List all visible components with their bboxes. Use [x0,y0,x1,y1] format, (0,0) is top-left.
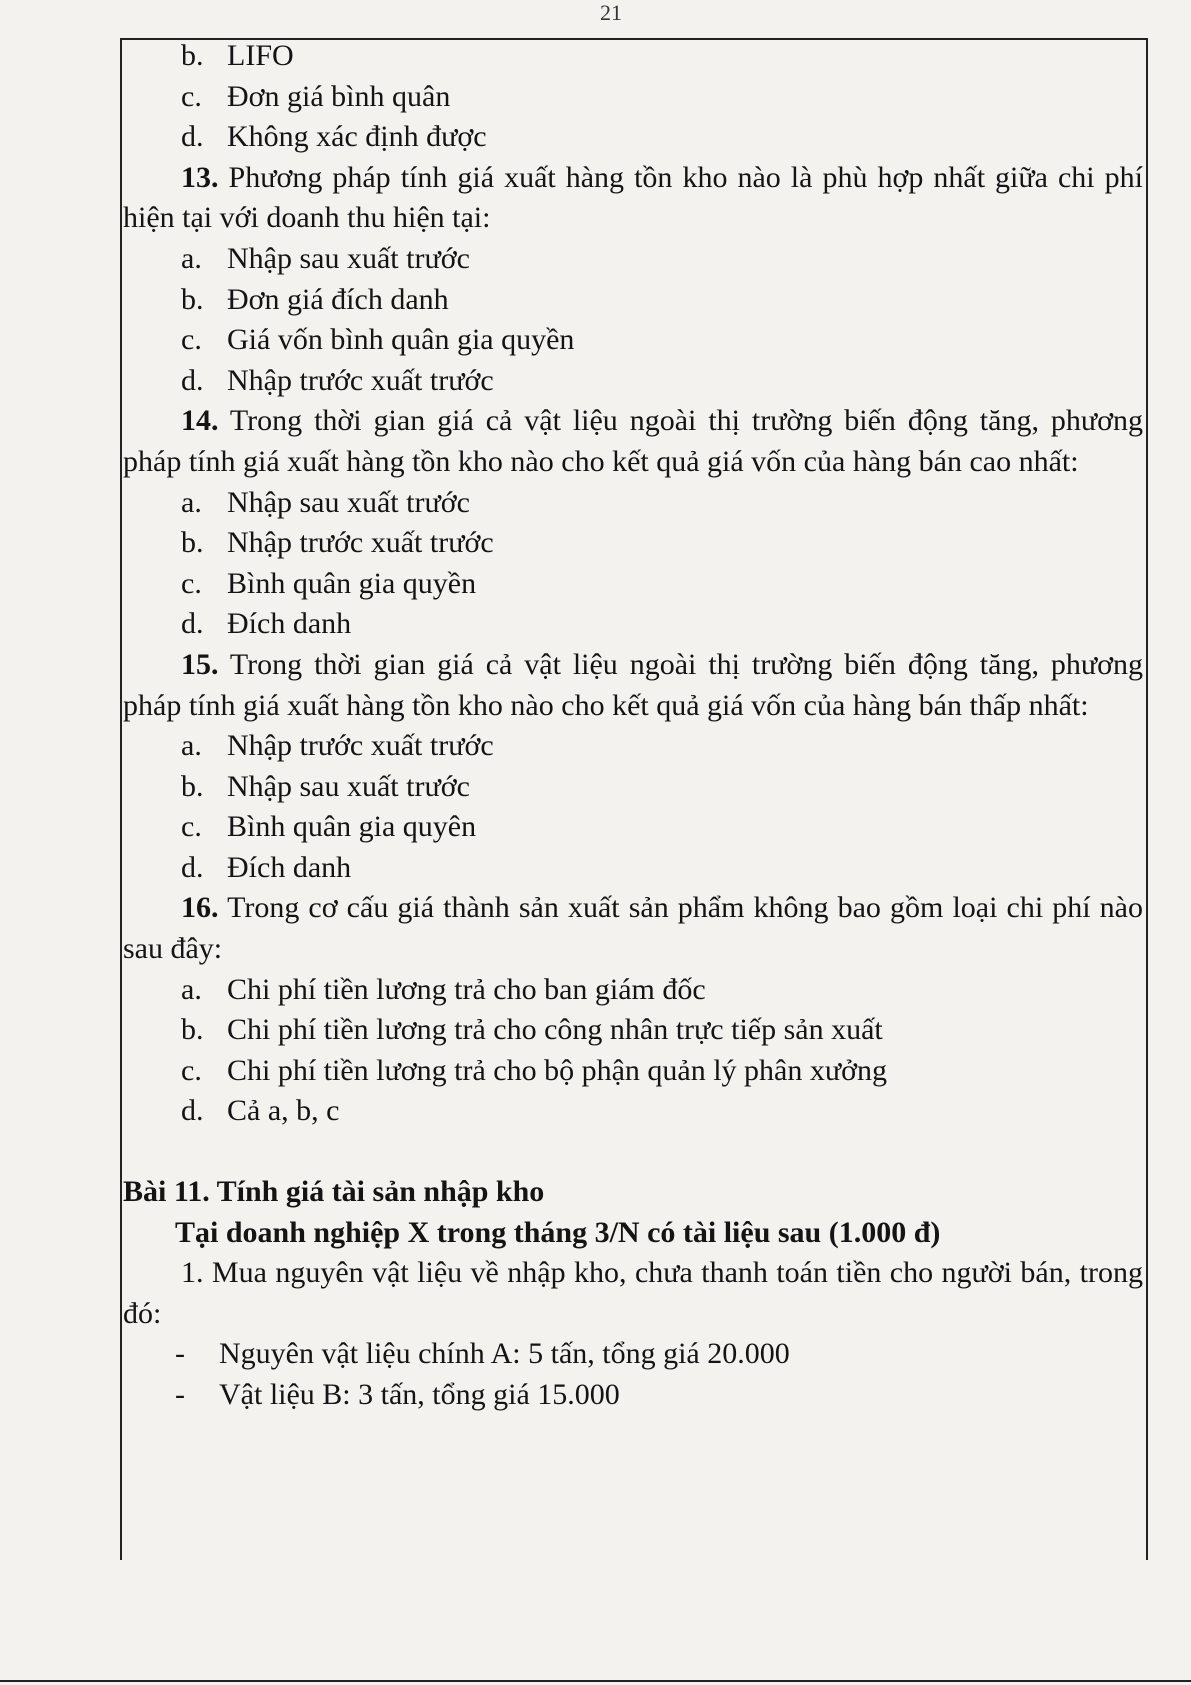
q16-option-b: b. Chi phí tiền lương trả cho công nhân trực tiếp sản xuất [181,1013,883,1047]
q13-option-a: a. Nhập sau xuất trước [181,241,470,275]
q13-option-b: b. Đơn giá đích danh [181,282,449,316]
q16-option-c: c. Chi phí tiền lương trả cho bộ phận quản lý phân xưởng [181,1053,887,1087]
q12-option-c: c. Đơn giá bình quân [181,79,451,113]
exercise-bullet: - Vật liệu B: 3 tấn, tổng giá 15.000 [175,1378,620,1411]
exercise-bullet: - Nguyên vật liệu chính A: 5 tấn, tổng giá 20.000 [175,1337,790,1371]
exercise-subtitle: Tại doanh nghiệp X trong tháng 3/N có tài liệu sau (1.000 đ) [175,1215,941,1249]
q14-option-c: c. Bình quân gia quyền [181,566,477,600]
question-16: 16. Trong cơ cấu giá thành sản xuất sản phẩm không bao gồm loại chi phí nào sau đây: [123,891,1143,966]
q12-option-d: d. Không xác định được [181,120,487,154]
bottom-rule [0,1680,1191,1682]
q16-option-a: a. Chi phí tiền lương trả cho ban giám đốc [181,972,706,1006]
q16-option-d: d. Cả a, b, c [181,1094,340,1128]
q13-option-c: c. Giá vốn bình quân gia quyền [181,323,575,357]
q14-option-b: b. Nhập trước xuất trước [181,526,494,560]
q12-option-b: b. LIFO [181,39,294,72]
q15-option-a: a. Nhập trước xuất trước [181,729,494,763]
question-13: 13. Phương pháp tính giá xuất hàng tồn kho nào là phù hợp nhất giữa chi phí hiện tại với doanh thu hiện tại: [123,160,1144,235]
q14-option-d: d. Đích danh [181,607,352,641]
q15-option-c: c. Bình quân gia quyên [181,810,477,844]
q14-option-a: a. Nhập sau xuất trước [181,485,470,519]
q15-option-d: d. Đích danh [181,850,352,884]
document-body [123,36,1143,1416]
question-15: 15. Trong thời gian giá cả vật liệu ngoài thị trường biến động tăng, phương pháp tính giá xuất hàng tồn kho nào cho kết quả giá vốn của hàng bán thấp nhất: [123,647,1143,722]
q15-option-b: b. Nhập sau xuất trước [181,769,470,803]
exercise-item-1: 1. Mua nguyên vật liệu về nhập kho, chưa thanh toán tiền cho người bán, trong đó: [123,1256,1143,1330]
page-number: 21 [600,0,622,25]
q13-option-d: d. Nhập trước xuất trước [181,363,494,397]
question-14: 14. Trong thời gian giá cả vật liệu ngoài thị trường biến động tăng, phương pháp tính giá xuất hàng tồn kho nào cho kết quả giá vốn của hàng bán cao nhất: [123,404,1143,478]
exercise-title: Bài 11. Tính giá tài sản nhập kho [123,1175,545,1209]
